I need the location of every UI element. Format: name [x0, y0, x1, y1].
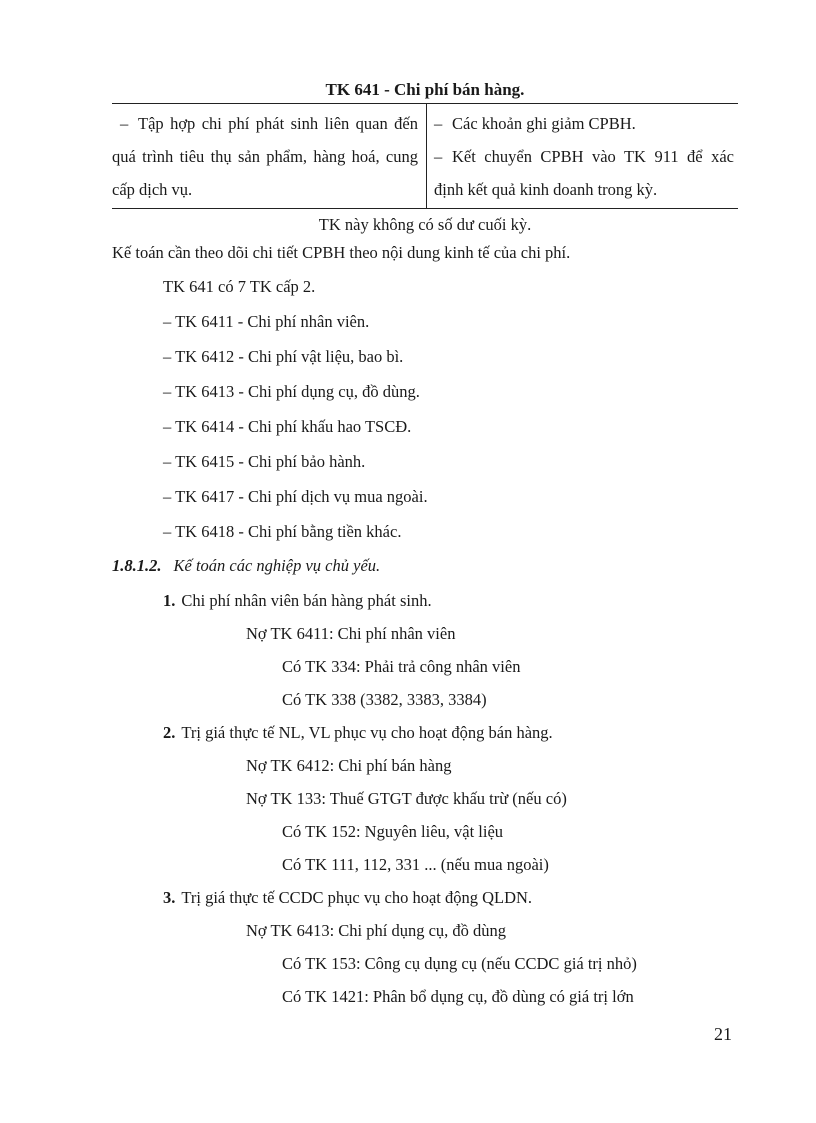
section-title: Kế toán các nghiệp vụ chủ yếu.: [173, 556, 381, 575]
page-number: 21: [714, 1024, 732, 1044]
credit-item-1: – Các khoản ghi giảm CPBH.: [434, 114, 636, 133]
journal-entry-credit: Có TK 152: Nguyên liêu, vật liệu: [282, 822, 504, 841]
t-account-divider: [426, 103, 427, 208]
section-heading: [112, 555, 380, 577]
journal-entry-debit: Nợ TK 6411: Chi phí nhân viên: [246, 624, 456, 643]
subaccount-item: – TK 6413 - Chi phí dụng cụ, đồ dùng.: [163, 382, 420, 401]
item-heading: 3. Trị giá thực tế CCDC phục vụ cho hoạt động QLDN.: [163, 888, 533, 907]
subaccount-item: – TK 6418 - Chi phí bằng tiền khác.: [163, 522, 402, 541]
journal-entry-credit: Có TK 338 (3382, 3383, 3384): [282, 690, 487, 709]
subaccount-item: – TK 6411 - Chi phí nhân viên.: [163, 312, 370, 331]
journal-entry-debit: Nợ TK 133: Thuế GTGT được khấu trừ (nếu có): [246, 789, 567, 808]
item-heading: 1. Chi phí nhân viên bán hàng phát sinh.: [163, 591, 432, 610]
subaccount-item: – TK 6414 - Chi phí khấu hao TSCĐ.: [163, 417, 412, 436]
journal-entry-credit: Có TK 1421: Phân bổ dụng cụ, đồ dùng có giá trị lớn: [282, 987, 634, 1006]
subaccount-count: TK 641 có 7 TK cấp 2.: [163, 277, 316, 296]
section-number: 1.8.1.2.: [112, 556, 162, 575]
journal-entry-debit: Nợ TK 6413: Chi phí dụng cụ, đồ dùng: [246, 921, 507, 940]
debit-side: [112, 107, 418, 206]
journal-entry-credit: Có TK 111, 112, 331 ... (nếu mua ngoài): [282, 855, 549, 874]
journal-entry-debit: Nợ TK 6412: Chi phí bán hàng: [246, 756, 452, 775]
t-account-top-rule: [112, 103, 738, 104]
balance-note: TK này không có số dư cuối kỳ.: [318, 215, 532, 234]
t-account-bottom-rule: [112, 208, 738, 209]
detail-note: Kế toán cần theo dõi chi tiết CPBH theo nội dung kinh tế của chi phí.: [112, 243, 571, 262]
journal-entry-credit: Có TK 334: Phải trả công nhân viên: [282, 657, 521, 676]
subaccount-item: – TK 6412 - Chi phí vật liệu, bao bì.: [163, 347, 404, 366]
debit-text: Tập hợp chi phí phát sinh liên quan đến quá trình tiêu thụ sản phẩm, hàng hoá, cung cấp dịch vụ.: [112, 114, 418, 199]
journal-entry-credit: Có TK 153: Công cụ dụng cụ (nếu CCDC giá trị nhỏ): [282, 954, 637, 973]
subaccount-item: – TK 6415 - Chi phí bảo hành.: [163, 452, 366, 471]
t-account-title: TK 641 - Chi phí bán hàng.: [325, 80, 525, 99]
credit-item-2: – Kết chuyển CPBH vào TK 911 để xác định kết quả kinh doanh trong kỳ.: [434, 147, 734, 199]
credit-side: [434, 107, 734, 206]
debit-dash: –: [120, 114, 129, 133]
subaccount-item: – TK 6417 - Chi phí dịch vụ mua ngoài.: [163, 487, 428, 506]
item-heading: 2. Trị giá thực tế NL, VL phục vụ cho hoạt động bán hàng.: [163, 723, 553, 742]
